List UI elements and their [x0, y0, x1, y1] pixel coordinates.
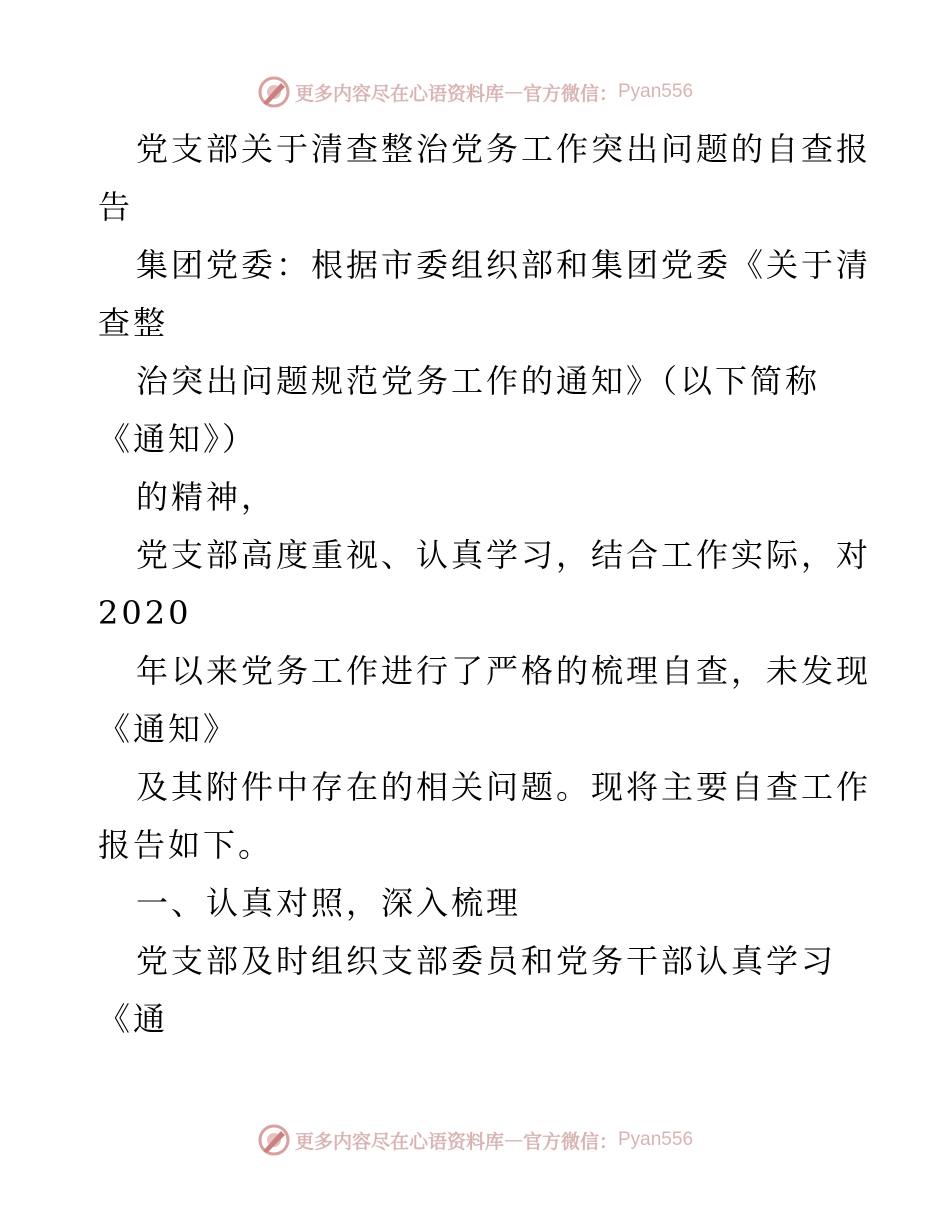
text-line: 2020	[98, 594, 192, 632]
watermark-text: 更多内容尽在心语资料库	[294, 82, 504, 105]
text-line: 及其附件中存在的相关问题。现将主要自查工作	[136, 768, 872, 806]
text-line: 集团党委：根据市委组织部和集团党委《关于清	[136, 246, 872, 284]
text-line: 《通	[98, 1000, 169, 1038]
pen-logo-icon	[257, 1123, 291, 1157]
watermark-id: Pyan556	[618, 1129, 694, 1150]
watermark-text: 更多内容尽在心语资料库	[294, 1130, 504, 1153]
text-line: 党支部关于清查整治党务工作突出问题的自查报	[136, 130, 872, 168]
text-line: 报告如下。	[98, 826, 274, 864]
text-line: 《通知》	[98, 710, 239, 748]
footer-watermark	[0, 1120, 950, 1160]
document-body	[98, 120, 872, 1048]
watermark-label: 官方微信：	[522, 1130, 618, 1153]
watermark-dash: —	[503, 1129, 523, 1151]
text-line: 告	[98, 188, 134, 226]
text-line: 年以来党务工作进行了严格的梳理自查，未发现	[136, 652, 872, 690]
text-line: 的精神，	[136, 478, 277, 516]
text-line: 治突出问题规范党务工作的通知》（以下简称	[136, 362, 821, 400]
watermark-label: 官方微信：	[522, 82, 618, 105]
text-line: 《通知》）	[98, 420, 258, 458]
pen-logo-icon	[257, 75, 291, 109]
watermark-id: Pyan556	[618, 81, 694, 102]
watermark-dash: —	[503, 81, 523, 103]
text-line: 党支部及时组织支部委员和党务干部认真学习	[136, 942, 837, 980]
text-line: 查整	[98, 304, 169, 342]
header-watermark	[0, 72, 950, 112]
text-line: 一、认真对照，深入梳理	[136, 884, 522, 922]
text-line: 党支部高度重视、认真学习，结合工作实际，对	[136, 536, 872, 574]
